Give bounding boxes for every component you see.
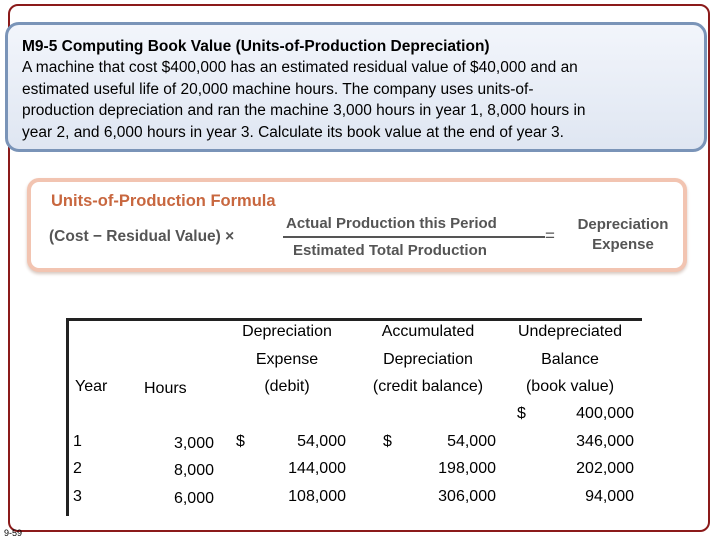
problem-line: A machine that cost $400,000 has an estimated residual value of $40,000 and an xyxy=(22,59,578,76)
formula-title: Units-of-Production Formula xyxy=(51,192,276,210)
table-row-depreciation: 108,000 xyxy=(288,488,346,505)
table-row-dep-currency: $ xyxy=(236,433,245,450)
header-expense: Expense xyxy=(255,351,319,368)
header-debit: (debit) xyxy=(264,378,310,395)
table-row-balance: 202,000 xyxy=(576,460,634,477)
header-accumulated: Accumulated xyxy=(381,323,475,340)
table-row-accumulated: 198,000 xyxy=(438,460,496,477)
problem-title: M9-5 Computing Book Value (Units-of-Production Depreciation) xyxy=(22,38,490,55)
formula-box xyxy=(27,178,687,272)
table-row-hours: 3,000 xyxy=(173,435,214,452)
table-row-depreciation: 144,000 xyxy=(288,460,346,477)
header-hours: Hours xyxy=(144,380,187,397)
formula-result-line: Depreciation xyxy=(577,216,669,233)
table-row-balance: 346,000 xyxy=(576,433,634,450)
table-row-accumulated: 306,000 xyxy=(438,488,496,505)
table-row-year: 3 xyxy=(73,488,82,505)
opening-balance: 400,000 xyxy=(576,405,634,422)
header-credit-balance: (credit balance) xyxy=(372,378,484,395)
formula-numerator: Actual Production this Period xyxy=(286,215,497,232)
header-year: Year xyxy=(75,378,108,395)
table-row-year: 1 xyxy=(73,433,82,450)
problem-line: production depreciation and ran the machine 3,000 hours in year 1, 8,000 hours in xyxy=(22,102,586,119)
table-row-hours: 6,000 xyxy=(173,490,214,507)
opening-currency: $ xyxy=(517,405,526,422)
formula-denominator: Estimated Total Production xyxy=(293,242,487,259)
formula-result xyxy=(563,215,683,255)
header-book-value: (book value) xyxy=(525,378,615,395)
formula-cost-term: (Cost − Residual Value) × xyxy=(49,228,235,245)
table-row-hours: 8,000 xyxy=(173,462,214,479)
problem-box xyxy=(5,22,707,152)
table-row-depreciation: 54,000 xyxy=(297,433,346,450)
header-acc-depreciation: Depreciation xyxy=(383,351,473,368)
table-row-acc-currency: $ xyxy=(383,433,392,450)
table-top-border xyxy=(66,318,642,321)
table-row-year: 2 xyxy=(73,460,82,477)
formula-result-line: Expense xyxy=(592,236,654,253)
slide-number: 9-59 xyxy=(4,528,23,538)
fraction-bar xyxy=(283,236,545,238)
problem-line: estimated useful life of 20,000 machine hours. The company uses units-of- xyxy=(22,80,534,98)
table-row-balance: 94,000 xyxy=(585,488,634,505)
table-left-border xyxy=(66,318,69,516)
equals-sign: = xyxy=(545,226,555,245)
header-depreciation: Depreciation xyxy=(242,323,332,340)
table-row-accumulated: 54,000 xyxy=(447,433,496,450)
header-undepreciated: Undepreciated xyxy=(517,323,623,340)
header-balance: Balance xyxy=(541,351,599,368)
problem-line: year 2, and 6,000 hours in year 3. Calculate its book value at the end of year 3. xyxy=(22,123,564,141)
